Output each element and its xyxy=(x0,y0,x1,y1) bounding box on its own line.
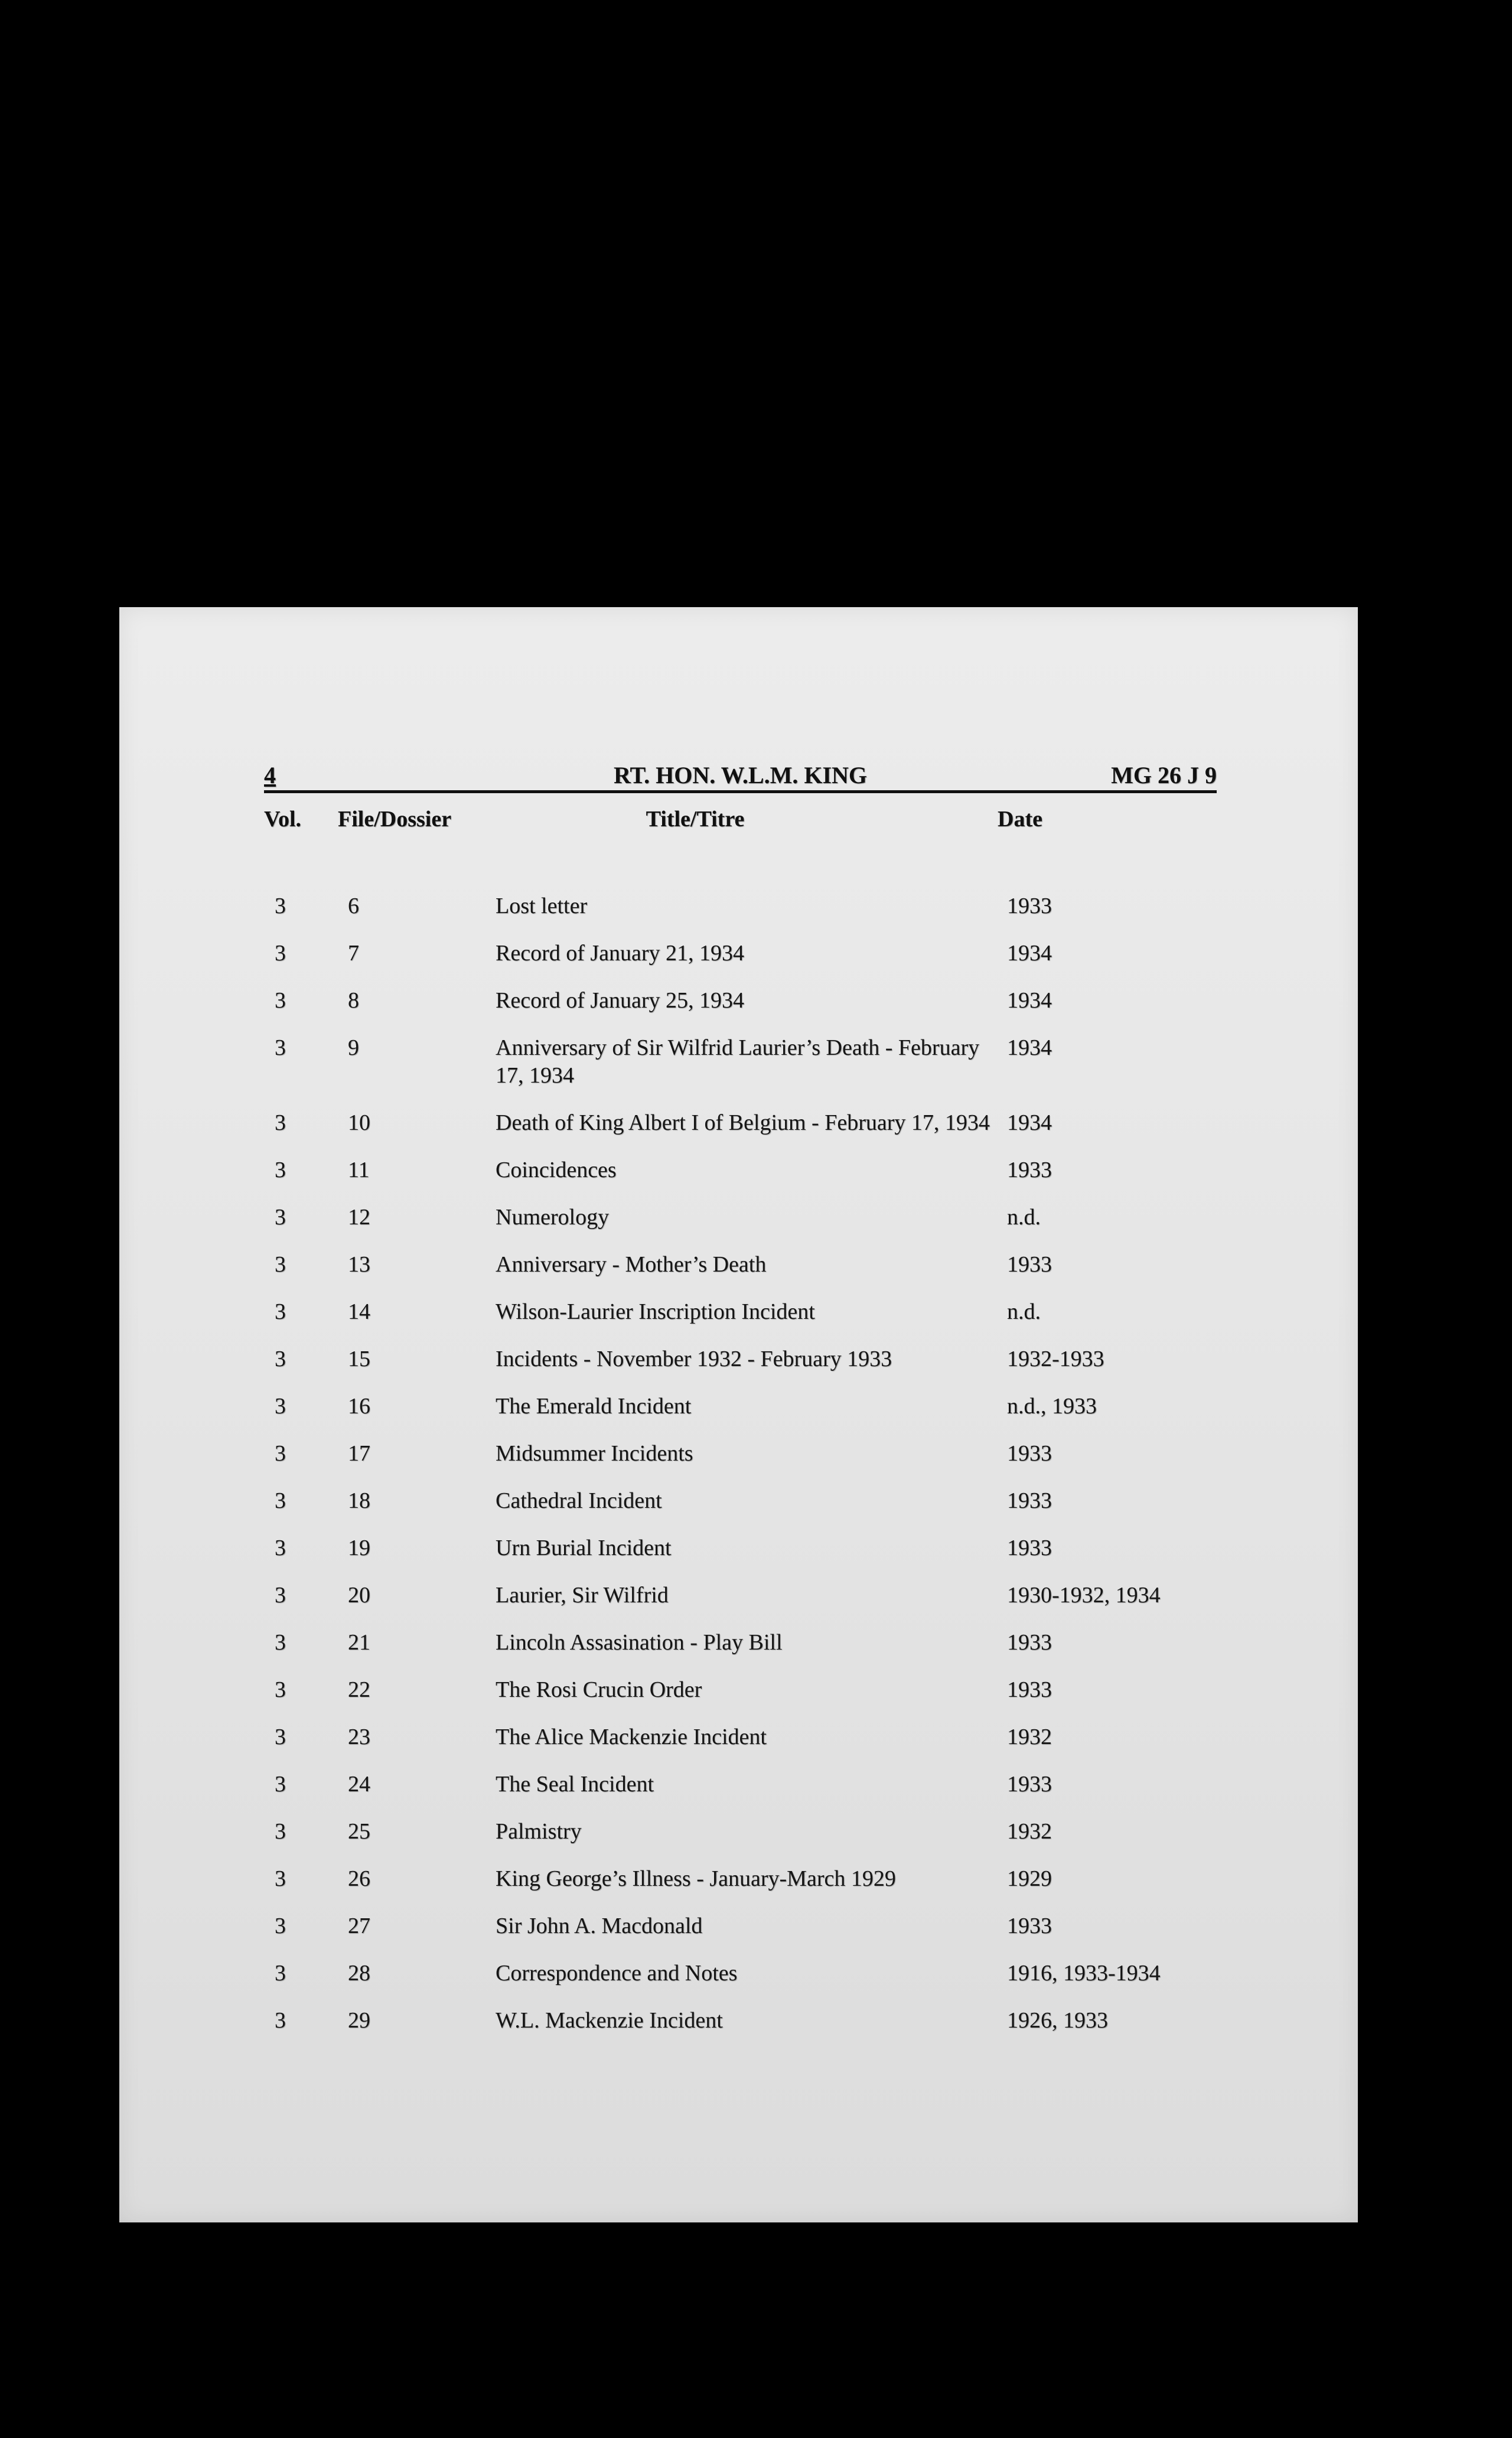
table-row xyxy=(264,1865,1217,1893)
table-row xyxy=(264,1298,1217,1326)
row-date: 1933 xyxy=(1007,1677,1052,1702)
row-date: n.d. xyxy=(1007,1205,1041,1230)
row-date: 1934 xyxy=(1007,988,1052,1013)
row-file: 28 xyxy=(348,1961,370,1986)
table-row xyxy=(264,1204,1217,1231)
row-date: 1933 xyxy=(1007,1536,1052,1560)
row-title: Cathedral Incident xyxy=(496,1488,662,1513)
row-date: n.d. xyxy=(1007,1299,1041,1324)
table-row xyxy=(264,1251,1217,1279)
table-row xyxy=(264,1393,1217,1420)
page-number: 4 xyxy=(264,762,276,788)
column-header-vol: Vol. xyxy=(264,807,302,832)
archive-reference: MG 26 J 9 xyxy=(1111,762,1217,788)
row-date: 1933 xyxy=(1007,1252,1052,1277)
table-row xyxy=(264,1960,1217,1987)
row-vol: 3 xyxy=(275,1866,286,1891)
row-date: 1933 xyxy=(1007,1630,1052,1655)
row-title: Midsummer Incidents xyxy=(496,1441,693,1466)
row-file: 13 xyxy=(348,1252,370,1277)
row-vol: 3 xyxy=(275,1961,286,1986)
row-vol: 3 xyxy=(275,1488,286,1513)
row-title: Anniversary of Sir Wilfrid Laurier’s Death - February 17, 1934 xyxy=(496,1035,980,1088)
table-row xyxy=(264,940,1217,967)
row-title: Lincoln Assasination - Play Bill xyxy=(496,1630,783,1655)
row-date: 1932-1933 xyxy=(1007,1347,1104,1371)
row-file: 14 xyxy=(348,1299,370,1324)
column-header-title: Title/Titre xyxy=(646,807,745,832)
row-vol: 3 xyxy=(275,988,286,1013)
row-file: 24 xyxy=(348,1772,370,1797)
row-title: Laurier, Sir Wilfrid xyxy=(496,1583,669,1608)
row-file: 8 xyxy=(348,988,359,1013)
row-file: 20 xyxy=(348,1583,370,1608)
row-file: 7 xyxy=(348,941,359,966)
row-vol: 3 xyxy=(275,1819,286,1844)
row-date: 1933 xyxy=(1007,1158,1052,1182)
row-date: 1933 xyxy=(1007,1488,1052,1513)
row-vol: 3 xyxy=(275,1725,286,1749)
column-headers xyxy=(264,806,1217,842)
row-title: Urn Burial Incident xyxy=(496,1536,672,1560)
row-title: Anniversary - Mother’s Death xyxy=(496,1252,767,1277)
row-vol: 3 xyxy=(275,1110,286,1135)
row-file: 16 xyxy=(348,1394,370,1419)
row-date: 1926, 1933 xyxy=(1007,2008,1108,2033)
row-vol: 3 xyxy=(275,1394,286,1419)
row-title: W.L. Mackenzie Incident xyxy=(496,2008,723,2033)
row-vol: 3 xyxy=(275,1299,286,1324)
document-page xyxy=(119,607,1358,2222)
table-row xyxy=(264,1487,1217,1515)
row-vol: 3 xyxy=(275,941,286,966)
row-file: 11 xyxy=(348,1158,370,1182)
row-vol: 3 xyxy=(275,1914,286,1938)
row-title: Record of January 21, 1934 xyxy=(496,941,745,966)
table-row xyxy=(264,1771,1217,1798)
table-row xyxy=(264,987,1217,1015)
row-title: Correspondence and Notes xyxy=(496,1961,738,1986)
table-row xyxy=(264,892,1217,920)
row-date: 1934 xyxy=(1007,941,1052,966)
row-file: 26 xyxy=(348,1866,370,1891)
row-vol: 3 xyxy=(275,1035,286,1060)
row-vol: 3 xyxy=(275,1205,286,1230)
row-vol: 3 xyxy=(275,2008,286,2033)
table-row xyxy=(264,1723,1217,1751)
row-title: Numerology xyxy=(496,1205,610,1230)
row-date: 1932 xyxy=(1007,1725,1052,1749)
table-row xyxy=(264,1156,1217,1184)
row-date: 1934 xyxy=(1007,1110,1052,1135)
row-date: 1933 xyxy=(1007,1914,1052,1938)
row-title: King George’s Illness - January-March 1929 xyxy=(496,1866,896,1891)
row-date: 1933 xyxy=(1007,1441,1052,1466)
row-date: 1933 xyxy=(1007,894,1052,918)
row-title: Coincidences xyxy=(496,1158,617,1182)
row-vol: 3 xyxy=(275,1772,286,1797)
row-title: Lost letter xyxy=(496,894,588,918)
file-list xyxy=(264,873,1217,2035)
row-vol: 3 xyxy=(275,1583,286,1608)
row-vol: 3 xyxy=(275,1536,286,1560)
table-row xyxy=(264,1109,1217,1137)
table-row xyxy=(264,1345,1217,1373)
column-header-file: File/Dossier xyxy=(338,807,452,832)
row-file: 12 xyxy=(348,1205,370,1230)
document-title: RT. HON. W.L.M. KING xyxy=(613,762,868,788)
row-date: 1916, 1933-1934 xyxy=(1007,1961,1161,1986)
row-date: 1934 xyxy=(1007,1035,1052,1060)
row-file: 23 xyxy=(348,1725,370,1749)
row-date: 1932 xyxy=(1007,1819,1052,1844)
row-file: 18 xyxy=(348,1488,370,1513)
table-row xyxy=(264,1629,1217,1657)
row-file: 10 xyxy=(348,1110,370,1135)
table-row xyxy=(264,1440,1217,1468)
row-title: The Alice Mackenzie Incident xyxy=(496,1725,767,1749)
row-file: 17 xyxy=(348,1441,370,1466)
table-row xyxy=(264,1912,1217,1940)
row-file: 6 xyxy=(348,894,359,918)
table-row xyxy=(264,1034,1217,1090)
row-date: 1929 xyxy=(1007,1866,1052,1891)
row-vol: 3 xyxy=(275,894,286,918)
row-file: 25 xyxy=(348,1819,370,1844)
row-file: 15 xyxy=(348,1347,370,1371)
table-row xyxy=(264,1818,1217,1846)
row-file: 21 xyxy=(348,1630,370,1655)
row-title: Sir John A. Macdonald xyxy=(496,1914,703,1938)
column-header-date: Date xyxy=(998,807,1042,832)
row-vol: 3 xyxy=(275,1158,286,1182)
row-date: 1933 xyxy=(1007,1772,1052,1797)
row-vol: 3 xyxy=(275,1441,286,1466)
row-file: 9 xyxy=(348,1035,359,1060)
row-file: 27 xyxy=(348,1914,370,1938)
row-vol: 3 xyxy=(275,1677,286,1702)
row-title: The Emerald Incident xyxy=(496,1394,692,1419)
row-title: Wilson-Laurier Inscription Incident xyxy=(496,1299,815,1324)
row-title: Record of January 25, 1934 xyxy=(496,988,745,1013)
row-vol: 3 xyxy=(275,1630,286,1655)
row-vol: 3 xyxy=(275,1347,286,1371)
row-file: 29 xyxy=(348,2008,370,2033)
table-row xyxy=(264,1676,1217,1704)
row-date: 1930-1932, 1934 xyxy=(1007,1583,1161,1608)
row-title: The Seal Incident xyxy=(496,1772,654,1797)
row-title: Death of King Albert I of Belgium - February 17, 1934 xyxy=(496,1110,990,1135)
row-vol: 3 xyxy=(275,1252,286,1277)
running-header xyxy=(264,749,1217,793)
table-row xyxy=(264,2007,1217,2035)
row-date: n.d., 1933 xyxy=(1007,1394,1097,1419)
table-row xyxy=(264,1582,1217,1609)
row-title: Palmistry xyxy=(496,1819,582,1844)
table-row xyxy=(264,1534,1217,1562)
row-title: The Rosi Crucin Order xyxy=(496,1677,702,1702)
row-file: 22 xyxy=(348,1677,370,1702)
row-file: 19 xyxy=(348,1536,370,1560)
row-title: Incidents - November 1932 - February 1933 xyxy=(496,1347,892,1371)
